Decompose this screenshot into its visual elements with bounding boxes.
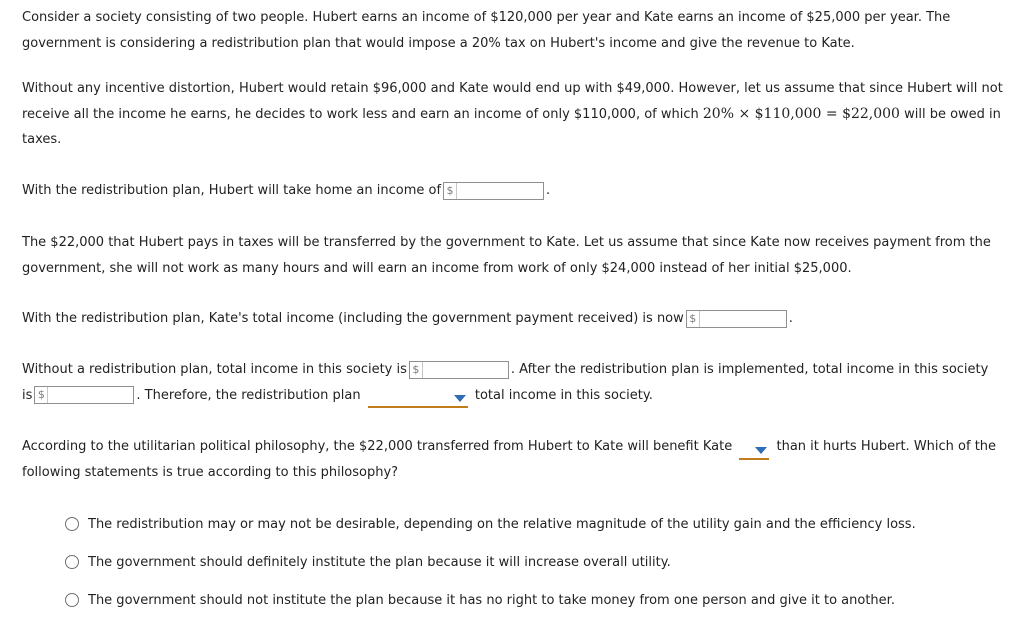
hubert-question-end: . [546,183,551,198]
option-label: The government should definitely institute the plan because it will increase overall utility. [88,554,671,570]
incentive-paragraph [22,76,1007,153]
kate-income-field[interactable] [686,310,787,328]
incentive-line-2-post: will be owed in [904,106,1001,122]
total-after-text: . After the redistribution plan is implemented, total income in this society [510,362,989,377]
radio-button[interactable] [65,593,79,607]
intro-line-1: Consider a society consisting of two people. Hubert earns an income of $120,000 per year and Kate earns an income of $25,000 per year. The [22,10,951,25]
benefit-comparison-dropdown[interactable] [739,442,769,460]
total-income-question [22,357,1007,408]
hubert-income-input[interactable] [457,183,543,199]
is-label: is [22,387,33,403]
transfer-line-2: government, she will not work as many hours and will earn an income from work of only $24,000 instead of her initial $25,000. [22,260,852,276]
incentive-line-3: taxes. [22,132,62,147]
dollar-sign: $ [444,183,457,199]
dollar-sign: $ [35,387,48,403]
therefore-text: . Therefore, the redistribution plan [136,387,361,403]
total-before-input[interactable] [423,362,508,378]
total-after-field[interactable] [34,386,134,404]
answer-options [65,505,916,619]
option-label: The redistribution may or may not be desirable, depending on the relative magnitude of the utility gain and the efficiency loss. [88,516,916,532]
answer-option[interactable] [65,543,916,581]
kate-question [22,306,1007,332]
chevron-down-icon [755,447,767,454]
kate-question-text: With the redistribution plan, Kate's total income (including the government payment received) is now [22,311,684,326]
total-before-text: Without a redistribution plan, total income in this society is [22,362,407,377]
answer-option[interactable] [65,581,916,619]
total-income-end: total income in this society. [474,387,653,403]
utilitarian-text-end: than it hurts Hubert. Which of the [776,439,997,454]
incentive-line-2-pre: receive all the income he earns, he decides to work less and earn an income of only $110,000, of which [22,106,699,122]
intro-line-2: government is considering a redistribution plan that would impose a 20% tax on Hubert's income and give the revenue to Kate. [22,35,855,51]
redistribution-effect-dropdown[interactable] [368,390,468,408]
radio-button[interactable] [65,517,79,531]
utilitarian-line-2: following statements is true according to this philosophy? [22,464,399,480]
total-before-field[interactable] [409,361,509,379]
transfer-line-1: The $22,000 that Hubert pays in taxes will be transferred by the government to Kate. Let us assume that since Kate now receives payment from the [22,235,991,250]
transfer-paragraph [22,230,1007,281]
option-label: The government should not institute the plan because it has no right to take money from one person and give it to another. [88,592,895,608]
chevron-down-icon [454,395,466,402]
utilitarian-text: According to the utilitarian political philosophy, the $22,000 transferred from Hubert to Kate will benefit Kate [22,439,733,454]
answer-option[interactable] [65,505,916,543]
total-after-input[interactable] [48,387,133,403]
kate-question-end: . [788,311,793,326]
kate-income-input[interactable] [700,311,786,327]
intro-paragraph [22,5,1007,56]
tax-equation: 20% × $110,000 = $22,000 [702,105,900,122]
dollar-sign: $ [687,311,700,327]
dollar-sign: $ [410,362,423,378]
incentive-line-1: Without any incentive distortion, Hubert would retain $96,000 and Kate would end up with $49,000. However, let us assume that since Hubert will not [22,81,1003,96]
radio-button[interactable] [65,555,79,569]
utilitarian-question [22,434,1007,485]
hubert-income-field[interactable] [443,182,544,200]
hubert-question [22,178,1007,204]
hubert-question-text: With the redistribution plan, Hubert will take home an income of [22,183,442,198]
